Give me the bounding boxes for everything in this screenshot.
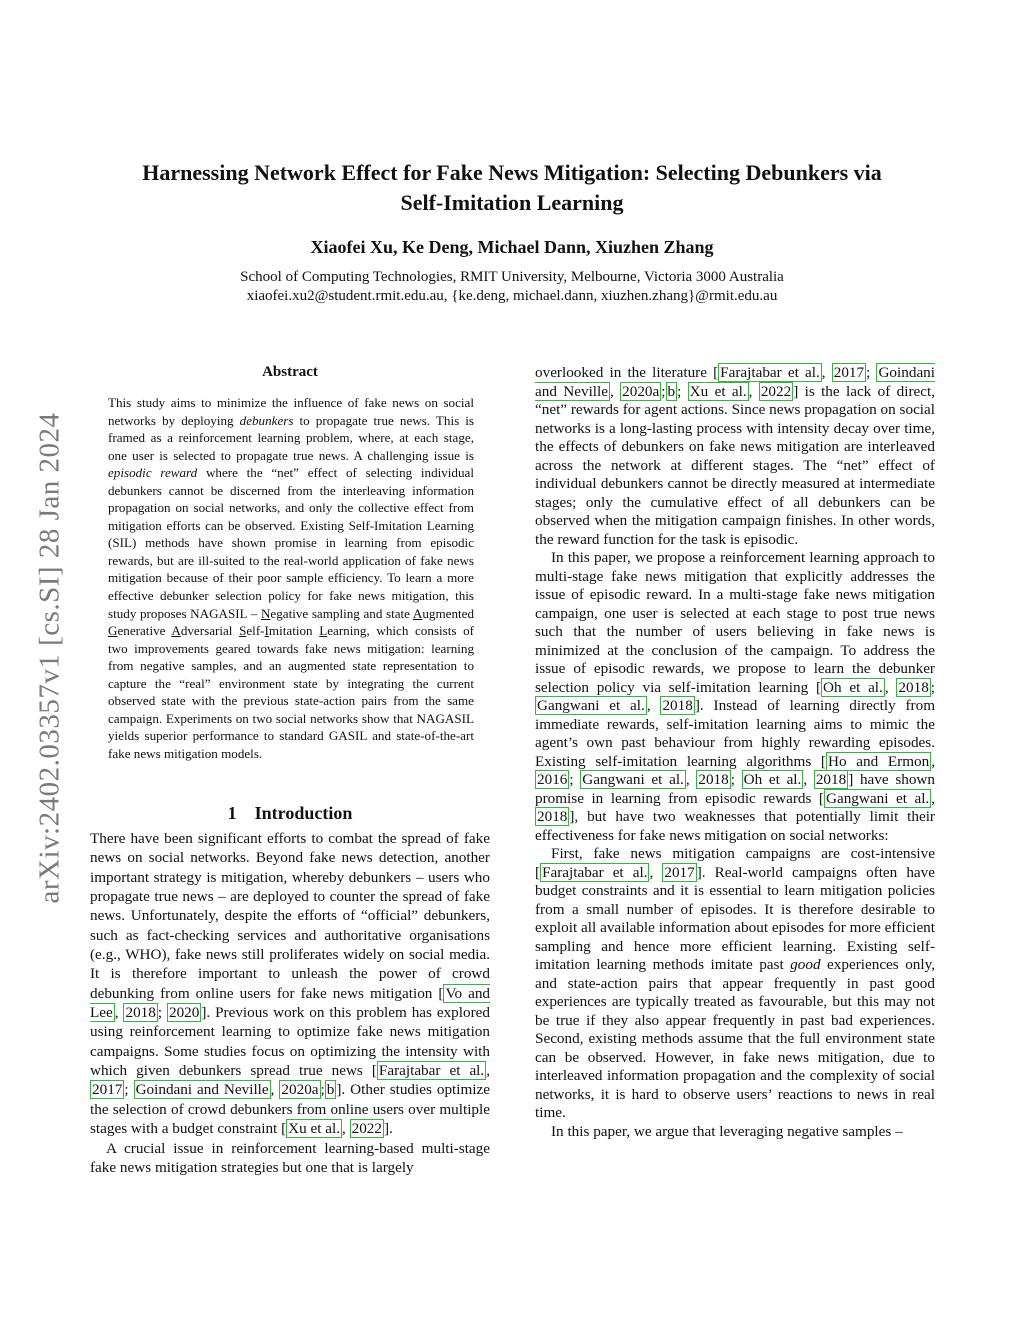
citation-link[interactable]: Xu et al. xyxy=(288,1120,340,1138)
abstract-heading: Abstract xyxy=(262,364,318,380)
citation-link[interactable]: b xyxy=(667,382,676,400)
emphasis: debunkers xyxy=(239,412,294,428)
text-run: ] is the lack of direct, “net” rewards for agent actions. Since news propagation on social networks is a long-lasting process with intensity decay over time, the effects of debunkers on fake news mitigation are interleaved across the network at different stages. The “net” effect of individual debunkers cannot be directly measured at intermediate stages; only the cumulative effect of all debunkers can be observed when the mitigation campaign finishes. In other words, the reward function for the task is episodic. xyxy=(535,382,935,548)
text-run: , xyxy=(685,771,697,788)
text-run: ]. xyxy=(383,1120,393,1138)
emphasis: good xyxy=(790,956,821,973)
paper-title xyxy=(60,158,964,218)
section-title: Introduction xyxy=(254,803,353,823)
text-run: dversarial xyxy=(180,623,240,639)
text-run: to propagate true news. This is framed as a reinforcement learning problem, where, at each stage, one user is selected to propagate true news. A challenging issue is xyxy=(108,412,474,463)
text-run: ; xyxy=(930,678,936,696)
text-run: , xyxy=(342,1120,350,1138)
citation-link[interactable]: 2020 xyxy=(168,1004,200,1022)
paper-title-line2: Self-Imitation Learning xyxy=(400,190,624,215)
arxiv-identifier-text: arXiv:2402.03357v1 [cs.SI] 28 Jan 2024 xyxy=(33,412,66,904)
text-run: , xyxy=(884,678,897,696)
paragraph xyxy=(535,845,935,1123)
text-run: In this paper, we propose a reinforcement learning approach to multi-stage fake news mitigation that explicitly addresses the issue of episodic reward. In a multi-stage fake news mitigation campaign, one user is selected at each stage to post true news such that the number of users believing in fake news is minimized at the conclusion of the campaign. To address the issue of episodic rewards, we propose to learn the debunker selection policy via self-imitation learning [ xyxy=(535,549,935,696)
citation-link[interactable]: Oh et al. xyxy=(823,678,883,696)
text-run: egative sampling and state xyxy=(270,605,413,621)
section-number: 1 xyxy=(227,803,237,823)
text-run: ugmented xyxy=(422,605,474,621)
paper-title-line1: Harnessing Network Effect for Fake News Mitigation: Selecting Debunkers via xyxy=(142,160,882,185)
section-heading-introduction xyxy=(90,803,490,824)
text-run: ; xyxy=(661,382,666,400)
citation-link[interactable]: Oh et al. xyxy=(743,771,802,788)
introduction-body xyxy=(90,829,490,1177)
citation-link[interactable]: 2018 xyxy=(815,771,847,788)
citation-link[interactable]: 2018 xyxy=(898,678,929,696)
text-run: , xyxy=(646,697,661,714)
text-run: ]. Other studies optimize the selection of crowd debunkers from online users over multiple stages with a budget constraint [ xyxy=(90,1081,491,1138)
citation-link[interactable]: Farajtabar et al. xyxy=(720,364,820,381)
affiliation: School of Computing Technologies, RMIT University, Melbourne, Victoria 3000 Australia xyxy=(240,269,784,285)
citation-link[interactable]: 2022 xyxy=(760,382,792,400)
text-run: First, fake news mitigation campaigns are cost-intensive [ xyxy=(535,845,935,881)
citation-link[interactable]: Farajtabar et al. xyxy=(542,863,648,881)
abstract-body xyxy=(108,394,474,762)
text-run: mitation xyxy=(268,623,320,639)
paragraph xyxy=(535,549,935,845)
acronym-letter: S xyxy=(239,623,247,639)
text-run: , xyxy=(821,364,832,381)
citation-link[interactable]: 2020a xyxy=(622,382,660,400)
text-run: ; xyxy=(157,1004,167,1022)
acronym-letter: A xyxy=(171,623,181,639)
acronym-letter: A xyxy=(412,605,423,621)
text-run: enerative xyxy=(117,623,172,639)
text-run: , xyxy=(609,382,621,400)
citation-link[interactable]: 2017 xyxy=(833,364,865,381)
text-run: ; xyxy=(320,1081,325,1099)
arxiv-identifier xyxy=(30,378,70,938)
text-run: overlooked in the literature [ xyxy=(535,364,719,381)
author-list: Xiaofei Xu, Ke Deng, Michael Dann, Xiuzhen Zhang xyxy=(310,237,714,257)
text-run: ] have shown promise in learning from episodic rewards [ xyxy=(535,771,935,807)
citation-link[interactable]: 2018 xyxy=(125,1004,156,1022)
text-run: elf- xyxy=(246,623,265,639)
text-run: ; xyxy=(677,382,688,400)
citation-link[interactable]: 2017 xyxy=(92,1081,123,1099)
emphasis: episodic reward xyxy=(108,465,198,481)
text-run: , xyxy=(931,752,936,770)
citation-link[interactable]: 2016 xyxy=(537,771,568,788)
text-run: experiences only, and state-action pairs that appear frequently in past good experiences are typically treated as favourable, but this may not be true if they also appear frequently in past bad experiences. Second, existing methods assume that the full environment state can be observed. However, in fake news mitigation, due to interleaved information propagation and the complexity of social networks, it is hard to observe users’ reactions to news in real time. xyxy=(535,956,936,1121)
citation-link[interactable]: Gangwani et al. xyxy=(537,697,645,714)
citation-link[interactable]: Xu et al. xyxy=(689,382,747,400)
citation-link[interactable]: 2017 xyxy=(664,863,695,881)
citation-link[interactable]: 2018 xyxy=(537,808,568,825)
paragraph: In this paper, we argue that leveraging negative samples – xyxy=(551,1122,903,1140)
citation-link[interactable]: 2018 xyxy=(698,771,729,788)
text-run: where the “net” effect of selecting individual debunkers cannot be discerned from the interleaving information propagation on social networks, and only the collective effect from mitigation efforts can be observed. Existing Self-Imitation Learning (SIL) methods have shown promise in learning from episodic rewards, but are ill-suited to the real-world application of fake news mitigation because of their poor sample efficiency. To learn a more effective debunker selection policy for fake news mitigation, this study proposes NAGASIL – xyxy=(108,465,474,621)
text-run: ; xyxy=(730,771,742,788)
citation-link[interactable]: 2018 xyxy=(662,697,693,714)
citation-link[interactable]: Goindani and Neville xyxy=(535,364,935,400)
text-run: ]. Real-world campaigns often have budget constraints and it is essential to learn mitigation policies from a small number of episodes. It is therefore desirable to exploit all available information about episodes for more efficient sampling and hence more efficient learning. Existing self-imitation learning methods imitate past xyxy=(535,863,936,973)
acronym-letter: L xyxy=(319,623,328,639)
text-run: ]. Instead of learning directly from immediate rewards, self-imitation learning aims to mimic the agent’s own past behaviour from highly rewarding episodes. Existing self-imitation learning algorithms [ xyxy=(535,697,936,770)
paragraph xyxy=(535,364,935,549)
text-run: ; xyxy=(569,771,581,788)
paragraph xyxy=(90,829,490,1139)
citation-link[interactable]: Goindani and Neville xyxy=(135,1081,269,1099)
text-run: , xyxy=(270,1081,280,1099)
citation-link[interactable]: Gangwani et al. xyxy=(582,771,684,788)
citation-link[interactable]: Ho and Ermon xyxy=(828,752,930,770)
right-column-body xyxy=(535,364,935,1141)
citation-link[interactable]: Farajtabar et al. xyxy=(378,1062,485,1080)
text-run: , xyxy=(486,1062,490,1080)
citation-link[interactable]: Gangwani et al. xyxy=(826,789,930,807)
text-run: earning, which consists of two improvements geared towards fake news mitigation: learning from negative samples, and an augmented state representation to capture the “real” environment state by integrating the current observed state with the previous state-action pairs from the same campaign. Experiments on two social networks show that NAGASIL yields superior performance to standard GASIL and state-of-the-art fake news mitigation models. xyxy=(108,623,474,761)
text-run: ], but have two weaknesses that potentially limit their effectiveness for fake news mitigation on social networks: xyxy=(535,808,935,844)
text-run: ]. Previous work on this problem has explored using reinforcement learning to optimize fake news mitigation campaigns. Some studies focus on optimizing the intensity with which given debunkers spread true news [ xyxy=(90,1004,490,1080)
text-run: There have been significant efforts to combat the spread of fake news on social networks. Beyond fake news detection, another important strategy is mitigation, whereby debunkers – users who propagate true news – are deployed to counter the spread of fake news. Unfortunately, despite the efforts of “official” debunkers, such as fact-checking services and authoritative organisations (e.g., WHO), fake news still proliferates widely on social media. It is therefore important to unleash the power of crowd debunking from online users for fake news mitigation [ xyxy=(90,830,490,1002)
citation-link[interactable]: 2020a xyxy=(281,1081,319,1099)
text-run: , xyxy=(931,789,936,807)
text-run: , xyxy=(114,1004,124,1022)
citation-link[interactable]: 2022 xyxy=(351,1120,382,1138)
text-run: , xyxy=(748,382,759,400)
citation-link[interactable]: b xyxy=(326,1081,335,1099)
text-run: This study aims to minimize the influence of fake news on social networks by deploying xyxy=(108,395,474,428)
text-run: ; xyxy=(866,364,877,381)
acronym-letter: G xyxy=(108,623,118,639)
text-run: , xyxy=(649,863,663,881)
text-run: , xyxy=(803,771,814,788)
paragraph: A crucial issue in reinforcement learning-based multi-stage fake news mitigation strategies but one that is largely xyxy=(90,1139,490,1176)
acronym-letter: N xyxy=(260,605,271,621)
email-list: xiaofei.xu2@student.rmit.edu.au, {ke.deng, michael.dann, xiuzhen.zhang}@rmit.edu.au xyxy=(246,288,778,304)
acronym-letter: I xyxy=(264,623,269,639)
citation-link[interactable]: Vo and Lee xyxy=(90,984,491,1022)
text-run: ; xyxy=(124,1081,134,1099)
